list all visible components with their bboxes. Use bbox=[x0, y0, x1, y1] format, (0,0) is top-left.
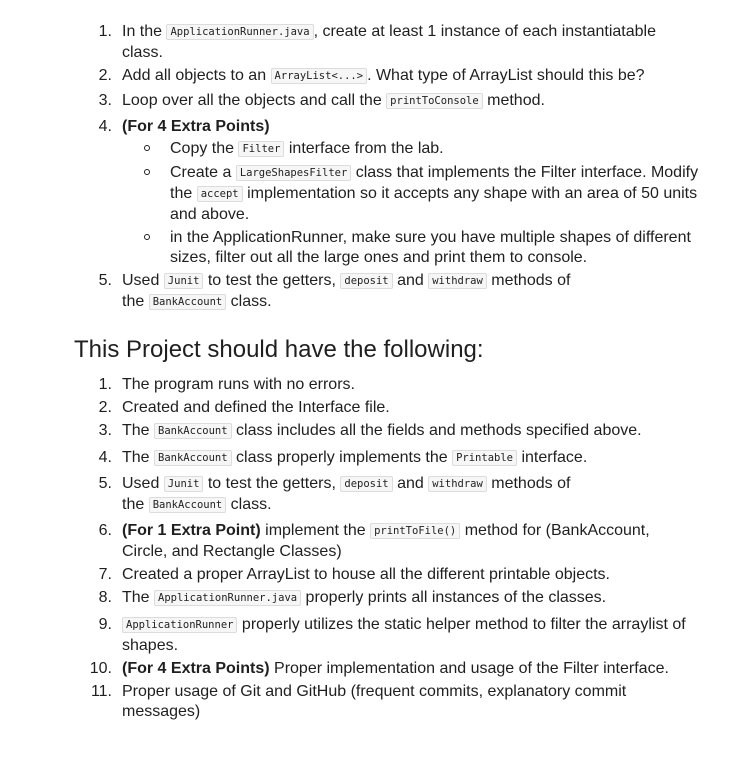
extra-points-label: (For 1 Extra Point) bbox=[122, 522, 261, 539]
inline-code: ApplicationRunner.java bbox=[154, 590, 301, 606]
inline-code: withdraw bbox=[428, 273, 487, 289]
inline-code: printToFile() bbox=[370, 523, 460, 539]
list-number: 6. bbox=[98, 522, 112, 539]
inline-code: Junit bbox=[164, 476, 204, 492]
list-item bbox=[0, 22, 747, 63]
list-item bbox=[0, 588, 747, 609]
inline-code: Printable bbox=[452, 450, 517, 466]
inline-code: BankAccount bbox=[149, 294, 227, 310]
inline-code: BankAccount bbox=[154, 450, 232, 466]
item-text: method for (BankAccount, Circle, and Rectangle Classes) bbox=[122, 522, 650, 560]
requirements-list bbox=[0, 375, 747, 722]
list-item bbox=[0, 682, 747, 722]
item-text: Proper implementation and usage of the Filter interface. bbox=[269, 660, 669, 677]
item-text: Used bbox=[122, 475, 164, 492]
item-text: class that implements the Filter interface. Modify the bbox=[170, 164, 699, 202]
list-item bbox=[0, 91, 747, 112]
list-item bbox=[0, 565, 747, 585]
item-text: class. bbox=[226, 496, 272, 513]
list-number: 2. bbox=[98, 67, 112, 84]
list-number: 3. bbox=[98, 92, 112, 109]
inline-code: Junit bbox=[164, 273, 204, 289]
list-number: 1. bbox=[98, 23, 112, 40]
list-item bbox=[0, 474, 747, 516]
item-text: Created and defined the Interface file. bbox=[122, 399, 390, 416]
item-text: . What type of ArrayList should this be? bbox=[367, 67, 645, 84]
list-number: 5. bbox=[98, 272, 112, 289]
item-text: The bbox=[122, 589, 155, 606]
item-text: methods of the bbox=[122, 272, 571, 310]
bullet-circle-icon bbox=[144, 145, 150, 151]
list-number: 3. bbox=[98, 422, 112, 439]
list-item bbox=[0, 117, 747, 268]
inline-code: ApplicationRunner.java bbox=[166, 24, 313, 40]
list-item bbox=[0, 398, 747, 418]
item-text: Copy the bbox=[170, 140, 239, 157]
inline-code: accept bbox=[197, 186, 243, 202]
inline-code: ApplicationRunner bbox=[122, 617, 237, 633]
list-number: 11. bbox=[90, 683, 112, 700]
item-text: method. bbox=[482, 92, 545, 109]
item-text: and bbox=[392, 272, 429, 289]
inline-code: deposit bbox=[340, 476, 392, 492]
list-number: 9. bbox=[98, 616, 112, 633]
item-text: The bbox=[122, 449, 155, 466]
item-text: class includes all the fields and methods specified above. bbox=[231, 422, 642, 439]
item-text: Proper usage of Git and GitHub (frequent commits, explanatory commit messages) bbox=[122, 683, 627, 720]
list-item bbox=[0, 521, 747, 562]
list-item bbox=[0, 375, 747, 395]
inline-code: deposit bbox=[340, 273, 392, 289]
inline-code: BankAccount bbox=[149, 497, 227, 513]
list-number: 10. bbox=[89, 660, 112, 677]
list-number: 8. bbox=[98, 589, 112, 606]
list-number: 1. bbox=[98, 376, 112, 393]
item-text: properly utilizes the static helper method to filter the arraylist of shapes. bbox=[122, 616, 686, 654]
inline-code: BankAccount bbox=[154, 423, 232, 439]
inline-code: Filter bbox=[238, 141, 284, 157]
item-text: implementation so it accepts any shape with an area of 50 units and above. bbox=[170, 185, 698, 223]
item-text: The bbox=[122, 422, 155, 439]
list-number: 5. bbox=[98, 475, 112, 492]
inline-code: LargeShapesFilter bbox=[236, 165, 351, 181]
item-text: and bbox=[392, 475, 429, 492]
item-text: interface from the lab. bbox=[284, 140, 444, 157]
list-item bbox=[0, 271, 747, 313]
item-text: interface. bbox=[517, 449, 588, 466]
list-item bbox=[0, 615, 747, 656]
item-text: properly prints all instances of the classes. bbox=[301, 589, 607, 606]
item-text: The program runs with no errors. bbox=[122, 376, 355, 393]
list-number: 4. bbox=[98, 449, 112, 466]
item-text: Create a bbox=[170, 164, 236, 181]
item-text: In the bbox=[122, 23, 167, 40]
inline-code: printToConsole bbox=[386, 93, 483, 109]
inline-code: withdraw bbox=[428, 476, 487, 492]
extra-points-label: (For 4 Extra Points) bbox=[122, 660, 270, 677]
list-item bbox=[0, 421, 747, 442]
item-text: methods of the bbox=[122, 475, 571, 513]
inline-code: ArrayList<...> bbox=[271, 68, 368, 84]
item-text: class properly implements the bbox=[231, 449, 453, 466]
sub-list-item bbox=[122, 228, 710, 268]
item-text: class. bbox=[226, 293, 272, 310]
list-number: 7. bbox=[98, 566, 112, 583]
sub-list bbox=[0, 139, 747, 268]
list-number: 2. bbox=[98, 399, 112, 416]
list-number: 4. bbox=[98, 118, 112, 135]
list-item bbox=[0, 66, 747, 87]
item-text: , create at least 1 instance of each instantiatable class. bbox=[122, 23, 656, 61]
item-text: implement the bbox=[260, 522, 371, 539]
item-text: Add all objects to an bbox=[122, 67, 271, 84]
bullet-circle-icon bbox=[144, 234, 150, 240]
list-item bbox=[0, 448, 747, 469]
item-text: Created a proper ArrayList to house all the different printable objects. bbox=[122, 566, 610, 583]
item-text: Used bbox=[122, 272, 164, 289]
extra-points-label: (For 4 Extra Points) bbox=[122, 118, 270, 135]
item-text: Loop over all the objects and call the bbox=[122, 92, 387, 109]
item-text: in the ApplicationRunner, make sure you have multiple shapes of different sizes, filter out all the large ones and print them to console. bbox=[170, 229, 691, 266]
sub-list-item bbox=[122, 139, 705, 160]
sub-list-item bbox=[122, 163, 705, 225]
item-text: to test the getters, bbox=[203, 475, 341, 492]
bullet-circle-icon bbox=[144, 169, 150, 175]
task-list bbox=[0, 22, 747, 313]
section-heading: This Project should have the following: bbox=[74, 336, 484, 363]
list-item bbox=[0, 659, 747, 679]
item-text: to test the getters, bbox=[203, 272, 341, 289]
